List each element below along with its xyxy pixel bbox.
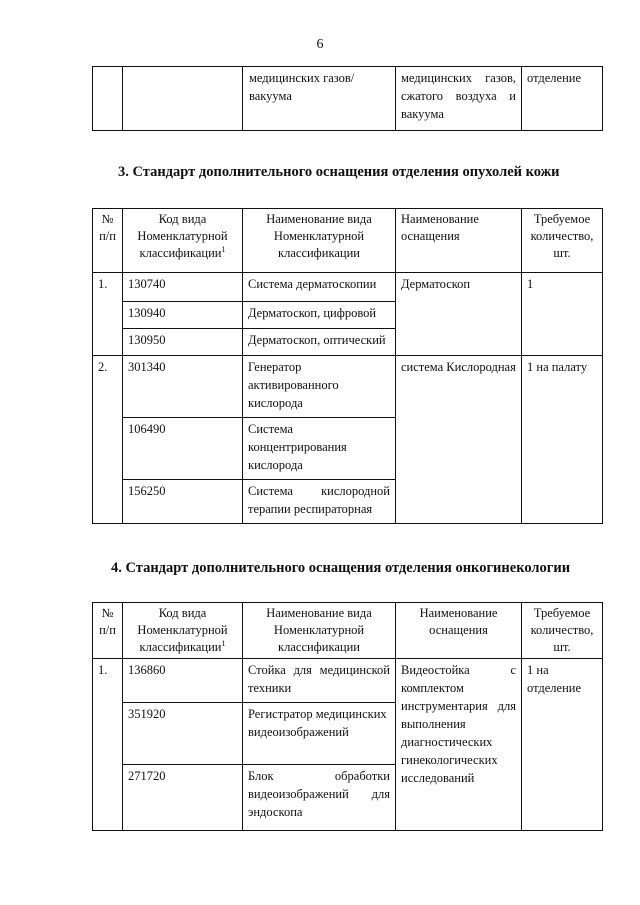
table-cell-equipment: Дерматоскоп bbox=[396, 273, 522, 356]
table-cell-name: Регистратор медицинских видеоизображений bbox=[243, 703, 396, 765]
table-cell-equipment: Видеостойка с комплектом инструментария для выполнения диагностических гинекологических исследований bbox=[396, 659, 522, 831]
section3-table bbox=[92, 208, 603, 524]
table-cell-name: Система кислородной терапии респираторная bbox=[243, 480, 396, 524]
s3-header-name: Наименование вида Номенклатурной классификации bbox=[243, 209, 396, 273]
s3-header-qty: Требуемое количество, шт. bbox=[522, 209, 603, 273]
section4-table bbox=[92, 602, 603, 831]
continuation-table bbox=[92, 66, 603, 131]
section4-title: 4. Стандарт дополнительного оснащения отделения онкогинекологии bbox=[111, 560, 571, 576]
table-cell-name: Блок обработки видеоизображений для эндоскопа bbox=[243, 765, 396, 831]
table-cell-qty: 1 на палату bbox=[522, 356, 603, 524]
s4-header-equipment: Наименование оснащения bbox=[396, 603, 522, 659]
table-cell-code: 130940 bbox=[123, 302, 243, 329]
table-cell-name: Система дерматоскопии bbox=[243, 273, 396, 302]
cont-cell-qty: отделение bbox=[522, 67, 603, 131]
table-cell-qty: 1 bbox=[522, 273, 603, 356]
table-row-num: 2. bbox=[93, 356, 123, 524]
table-cell-name: Система концентрирования кислорода bbox=[243, 418, 396, 480]
cont-cell-num bbox=[93, 67, 123, 131]
table-cell-qty: 1 на отделение bbox=[522, 659, 603, 831]
s3-header-code: Код вида Номенклатурной классификации$^1$ bbox=[123, 209, 243, 273]
table-cell-code: 130950 bbox=[123, 329, 243, 356]
table-cell-code: 106490 bbox=[123, 418, 243, 480]
table-cell-name: Дерматоскоп, оптический bbox=[243, 329, 396, 356]
table-cell-code: 130740 bbox=[123, 273, 243, 302]
table-row-num: 1. bbox=[93, 273, 123, 356]
table-cell-code: 351920 bbox=[123, 703, 243, 765]
table-cell-code: 156250 bbox=[123, 480, 243, 524]
table-cell-equipment: система Кислородная bbox=[396, 356, 522, 524]
s4-header-num: № п/п bbox=[93, 603, 123, 659]
s4-header-name: Наименование вида Номенклатурной классификации bbox=[243, 603, 396, 659]
table-cell-name: Генератор активированного кислорода bbox=[243, 356, 396, 418]
s4-header-qty: Требуемое количество, шт. bbox=[522, 603, 603, 659]
table-row-num: 1. bbox=[93, 659, 123, 831]
section3-title: 3. Стандарт дополнительного оснащения отделения опухолей кожи bbox=[118, 164, 560, 180]
s3-header-equipment: Наименование оснащения bbox=[396, 209, 522, 273]
s3-header-num: № п/п bbox=[93, 209, 123, 273]
table-cell-code: 271720 bbox=[123, 765, 243, 831]
table-cell-code: 301340 bbox=[123, 356, 243, 418]
s4-header-code: Код вида Номенклатурной классификации$^1$ bbox=[123, 603, 243, 659]
cont-cell-name: медицинских газов/вакуума bbox=[243, 67, 396, 131]
page-number: 6 bbox=[316, 37, 324, 52]
table-cell-code: 136860 bbox=[123, 659, 243, 703]
cont-cell-equipment: медицинских газов, сжатого воздуха и вакуума bbox=[396, 67, 522, 131]
cont-cell-code bbox=[123, 67, 243, 131]
table-cell-name: Стойка для медицинской техники bbox=[243, 659, 396, 703]
table-cell-name: Дерматоскоп, цифровой bbox=[243, 302, 396, 329]
